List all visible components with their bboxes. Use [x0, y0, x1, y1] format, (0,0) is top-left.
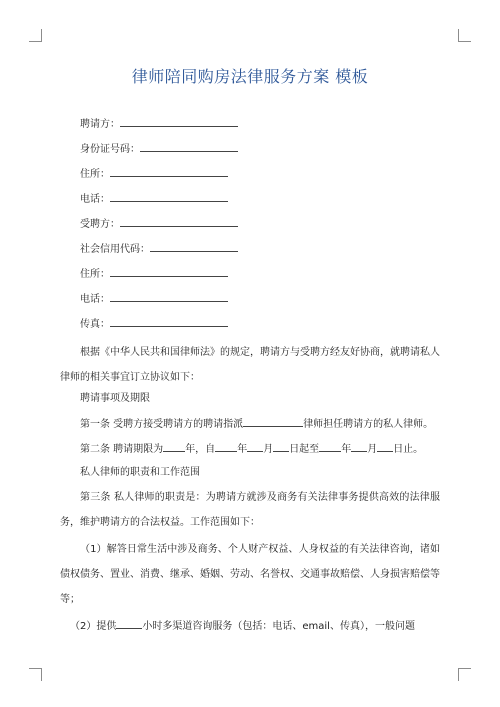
field-label: 住所： — [80, 269, 110, 280]
field-blank[interactable] — [140, 141, 238, 152]
crop-mark-top-left — [29, 29, 42, 42]
crop-mark-bottom-right — [458, 668, 471, 681]
blank-end-year[interactable] — [319, 441, 341, 452]
scope-item-2: （2）提供 小时多渠道咨询服务（包括：电话、email、传真），一般问题 — [70, 618, 415, 634]
scope-item-1: （1）解答日常生活中涉及商务、个人财产权益、人身权益的有关法律咨询，诸如债权债务、置业、消费、继承、婚姻、劳动、名誉权、交通事故赔偿、人身损害赔偿等等； — [60, 544, 440, 605]
article-1: 第一条 受聘方接受聘请方的聘请指派 律师担任聘请方的私人律师。 — [80, 416, 433, 432]
field-blank[interactable] — [150, 241, 238, 252]
field-line — [80, 216, 238, 232]
blank-service-hours[interactable] — [116, 618, 142, 629]
field-label: 受聘方： — [80, 219, 120, 230]
field-line — [80, 266, 228, 282]
field-line — [80, 191, 228, 207]
crop-mark-top-right — [458, 29, 471, 42]
field-line — [80, 291, 228, 307]
field-label: 电话： — [80, 194, 110, 205]
field-label: 电话： — [80, 294, 110, 305]
crop-mark-bottom-left — [29, 668, 42, 681]
blank-end-day[interactable] — [377, 441, 393, 452]
field-label: 传真： — [80, 319, 110, 330]
article-3: 第三条 私人律师的职责是：为聘请方就涉及商务有关法律事务提供高效的法律服务，维护聘请方的合法权益。工作范围如下： — [60, 492, 440, 528]
field-line — [80, 116, 238, 132]
field-blank[interactable] — [110, 266, 228, 277]
field-blank[interactable] — [110, 316, 228, 327]
blank-term-years[interactable] — [163, 441, 185, 452]
document-title: 律师陪同购房法律服务方案 模板 — [131, 67, 369, 86]
blank-start-year[interactable] — [215, 441, 237, 452]
blank-end-month[interactable] — [351, 441, 367, 452]
field-label: 身份证号码： — [80, 144, 140, 155]
field-blank[interactable] — [110, 191, 228, 202]
blank-lawyer-name[interactable] — [243, 416, 303, 427]
blank-start-month[interactable] — [247, 441, 263, 452]
field-line — [80, 241, 238, 257]
section-title-engagement: 聘请事项及期限 — [80, 393, 150, 404]
field-blank[interactable] — [110, 291, 228, 302]
field-label: 住所： — [80, 169, 110, 180]
intro-paragraph: 根据《中华人民共和国律师法》的规定，聘请方与受聘方经友好协商，就聘请私人律师的相关事宜订立协议如下： — [60, 347, 440, 383]
field-line — [80, 166, 228, 182]
field-line — [80, 141, 238, 157]
section-title-duties: 私人律师的职责和工作范围 — [80, 467, 200, 478]
field-blank[interactable] — [120, 116, 238, 127]
article-2: 第二条 聘请期限为 年，自 年 月 日起至 年 月 日止。 — [80, 441, 423, 457]
field-line — [80, 316, 228, 332]
field-blank[interactable] — [110, 166, 228, 177]
blank-start-day[interactable] — [273, 441, 289, 452]
field-label: 聘请方： — [80, 119, 120, 130]
field-blank[interactable] — [120, 216, 238, 227]
field-label: 社会信用代码： — [80, 244, 150, 255]
